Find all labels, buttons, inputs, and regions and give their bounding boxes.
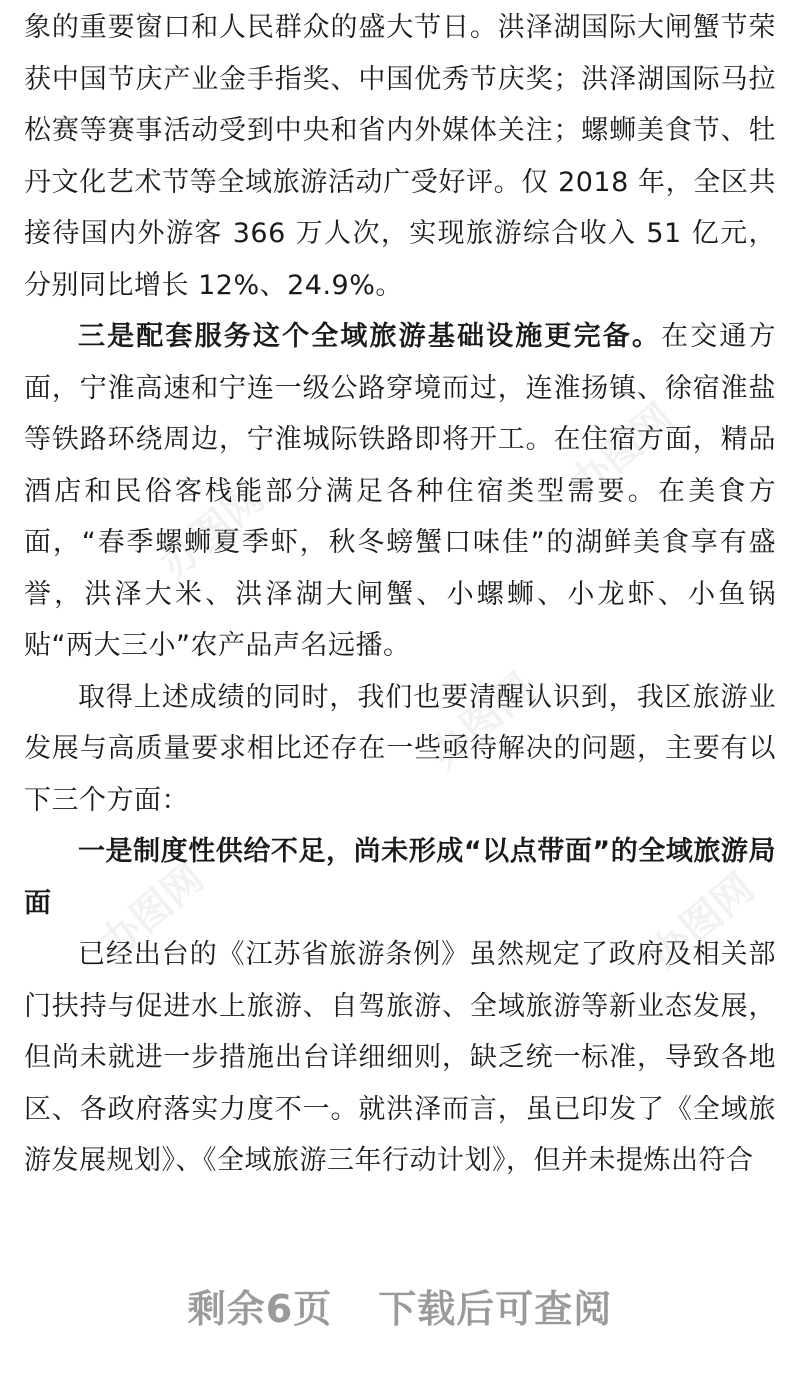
download-to-view-label: 下载后可查阅	[378, 1287, 613, 1331]
document-body	[24, 2, 776, 1187]
paragraph-continuation: 象的重要窗口和人民群众的盛大节日。洪泽湖国际大闸蟹节荣获中国节庆产业金手指奖、中国优秀节庆奖；洪泽湖国际马拉松赛等赛事活动受到中央和省内外媒体关注；螺蛳美食节、牡丹文化艺术节等全域旅游活动广受好评。仅 2018 年，全区共接待国内外游客 366 万人次，实现旅游综合收入 51 亿元，分别同比增长 12%、24.9%。	[24, 12, 776, 301]
remaining-pages-label: 剩余6页	[187, 1287, 333, 1331]
paragraph-body: 在交通方面，宁淮高速和宁连一级公路穿境而过，连淮扬镇、徐宿淮盐等铁路环绕周边，宁淮城际铁路即将开工。在住宿方面，精品酒店和民俗客栈能部分满足各种住宿类型需要。在美食方面，“春季螺蛳夏季虾，秋冬螃蟹口味佳”的湖鲜美食享有盛誉，洪泽大米、洪泽湖大闸蟹、小螺蛳、小龙虾、小鱼锅贴“两大三小”农产品声名远播。	[24, 321, 777, 661]
download-prompt[interactable]	[0, 1278, 800, 1333]
paragraph-problems-intro: 取得上述成绩的同时，我们也要清醒认识到，我区旅游业发展与高质量要求相比还存在一些亟待解决的问题，主要有以下三个方面：	[24, 681, 776, 816]
paragraph-institutional-supply: 已经出台的《江苏省旅游条例》虽然规定了政府及相关部门扶持与促进水上旅游、自驾旅游、全域旅游等新业态发展，但尚未就进一步措施出台详细细则，缺乏统一标准，导致各地区、各政府落实力度不一。就洪泽而言，虽已印发了《全域旅游发展规划》、《全域旅游三年行动计划》，但并未提炼出符合	[24, 939, 776, 1176]
watermark: 办图网	[641, 864, 763, 978]
paragraph-third-point	[24, 311, 776, 672]
watermark: 办图网	[151, 474, 273, 588]
watermark: 办图网	[561, 394, 683, 508]
watermark: 办图网	[91, 854, 213, 968]
watermark: 办图网	[421, 664, 543, 778]
paragraph-lead: 三是配套服务这个全域旅游基础设施更完备。	[78, 321, 662, 352]
section-heading: 一是制度性供给不足，尚未形成“以点带面”的全域旅游局面	[24, 836, 776, 919]
